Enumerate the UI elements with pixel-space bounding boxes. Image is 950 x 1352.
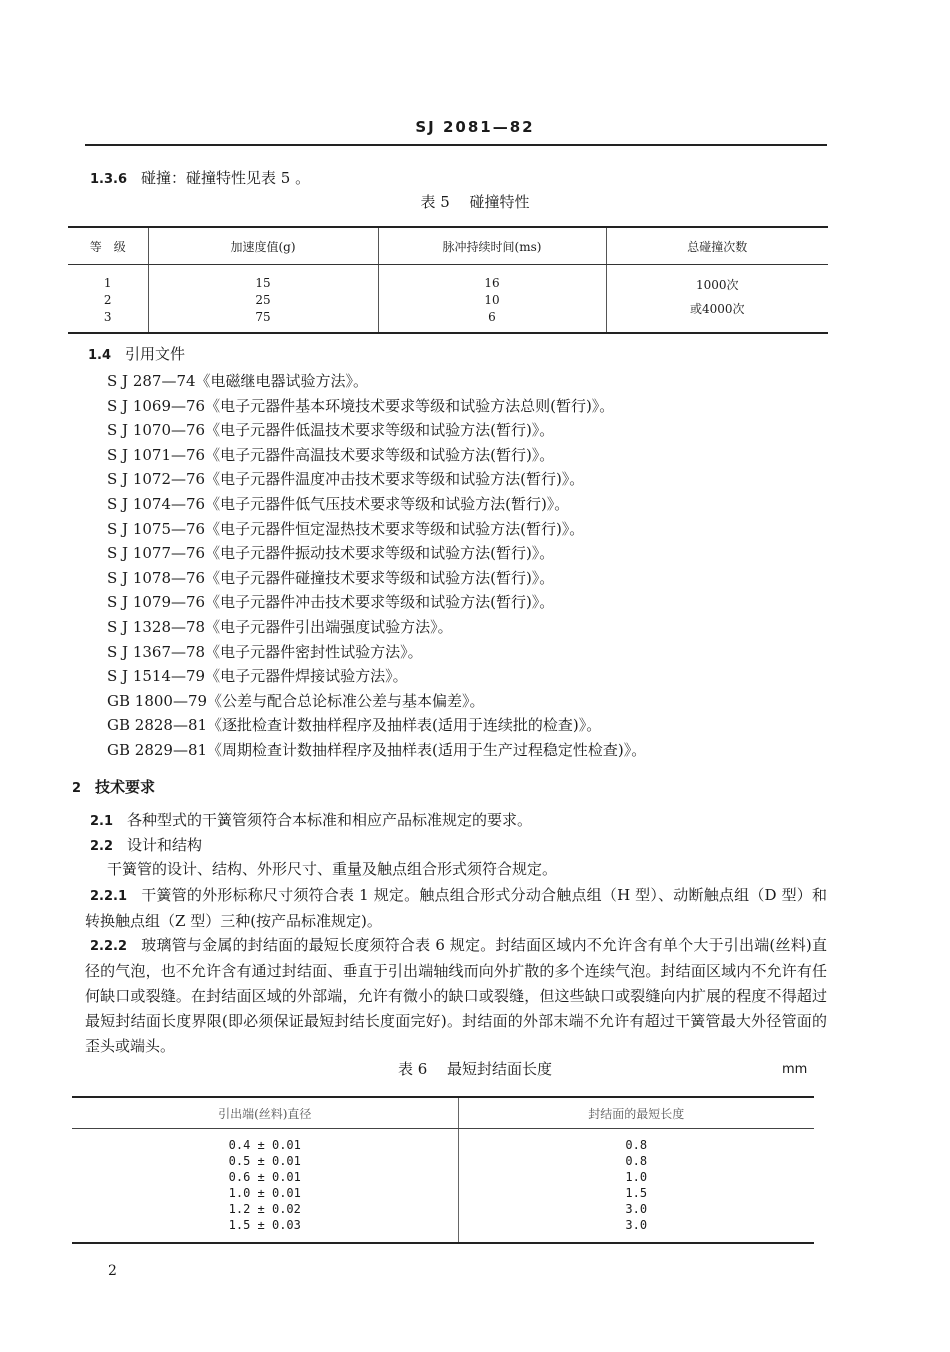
table-cell-levels: 1 2 3 <box>68 265 148 333</box>
table-header-row <box>72 1097 814 1129</box>
reference-list <box>107 369 646 763</box>
header-rule <box>85 144 827 146</box>
section-text: 各种型式的干簧管须符合本标准和相应产品标准规定的要求。 <box>127 811 533 829</box>
column-header: 脉冲持续时间(ms) <box>378 227 606 265</box>
list-item: S J 1328—78《电子元器件引出端强度试验方法》。 <box>107 617 453 636</box>
list-item: GB 1800—79《公差与配合总论标准公差与基本偏差》。 <box>107 691 485 710</box>
column-header: 封结面的最短长度 <box>458 1097 814 1129</box>
section-title: 引用文件 <box>125 345 186 363</box>
list-item: S J 1077—76《电子元器件振动技术要求等级和试验方法(暂行)》。 <box>107 544 555 563</box>
section-title: 技术要求 <box>95 778 156 796</box>
section-text: 玻璃管与金属的封结面的最短长度须符合表 6 规定。封结面区域内不允许含有单个大于引出端(丝料)直径的气泡，也不允许含有通过封结面、垂直于引出端轴线而向外扩散的多个连续气泡。封结面区域内不允许有任何缺口或裂缝。在封结面区域的外部端，允许有微小的缺口或裂缝，但这些缺口或裂缝向内扩展的程度不得超过最短封结面长度界限(即必须保证最短封结长度面完好)。封结面的外部末端不允许有超过干簧管最大外径管面的歪头或端头。 <box>85 936 827 1055</box>
list-item: S J 1514—79《电子元器件焊接试验方法》。 <box>107 667 408 686</box>
section-2-2-1 <box>85 883 827 934</box>
section-2-2-text: 干簧管的设计、结构、外形尺寸、重量及触点组合形式须符合规定。 <box>107 860 558 878</box>
section-text: 干簧管的外形标称尺寸须符合表 1 规定。触点组合形式分动合触点组（H 型）、动断触点组（D 型）和转换触点组（Z 型）三种(按产品标准规定)。 <box>85 886 827 930</box>
section-number: 2 <box>72 781 82 796</box>
section-number: 2.2.1 <box>90 889 128 904</box>
table-cell-total: 1000次 或4000次 <box>606 265 828 333</box>
column-header: 总碰撞次数 <box>606 227 828 265</box>
section-number: 1.3.6 <box>90 172 128 187</box>
section-title: 设计和结构 <box>127 836 203 854</box>
table6-caption: 表 6 最短封结面长度 <box>397 1060 553 1078</box>
table-cell-duration: 16 10 6 <box>378 265 606 333</box>
section-number: 2.1 <box>90 814 114 829</box>
table5-caption: 表 5 碰撞特性 <box>420 193 530 211</box>
table-cell-length: 0.8 0.8 1.0 1.5 3.0 3.0 <box>458 1129 814 1243</box>
list-item: S J 1074—76《电子元器件低气压技术要求等级和试验方法(暂行)》。 <box>107 494 570 513</box>
column-header: 引出端(丝料)直径 <box>72 1097 458 1129</box>
section-number: 1.4 <box>88 348 112 363</box>
table-row <box>72 1129 814 1243</box>
section-text: 碰撞：碰撞特性见表 5 。 <box>141 169 311 187</box>
section-1-4 <box>88 344 185 366</box>
section-2 <box>72 777 155 799</box>
section-number: 2.2 <box>90 839 114 854</box>
table6 <box>72 1096 814 1244</box>
column-header: 等 级 <box>68 227 148 265</box>
section-1-3-6 <box>90 168 310 190</box>
table-row <box>68 265 828 333</box>
list-item: GB 2829—81《周期检查计数抽样程序及抽样表(适用于生产过程稳定性检查)》。 <box>107 740 647 759</box>
list-item: GB 2828—81《逐批检查计数抽样程序及抽样表(适用于连续批的检查)》。 <box>107 716 602 735</box>
list-item: S J 1070—76《电子元器件低温技术要求等级和试验方法(暂行)》。 <box>107 421 555 440</box>
list-item: S J 1072—76《电子元器件温度冲击技术要求等级和试验方法(暂行)》。 <box>107 470 585 489</box>
list-item: S J 1367—78《电子元器件密封性试验方法》。 <box>107 642 423 661</box>
list-item: S J 1071—76《电子元器件高温技术要求等级和试验方法(暂行)》。 <box>107 445 555 464</box>
list-item: S J 1078—76《电子元器件碰撞技术要求等级和试验方法(暂行)》。 <box>107 568 555 587</box>
page-header: SJ 2081—82 <box>415 118 535 136</box>
section-2-2 <box>90 835 202 857</box>
page-number: 2 <box>108 1263 117 1279</box>
list-item: S J 287—74《电磁继电器试验方法》。 <box>107 372 369 390</box>
section-2-2-2 <box>85 933 827 1059</box>
section-number: 2.2.2 <box>90 939 128 954</box>
table-cell-diameter: 0.4 ± 0.01 0.5 ± 0.01 0.6 ± 0.01 1.0 ± 0.01 1.2 ± 0.02 1.5 ± 0.03 <box>72 1129 458 1243</box>
table-cell-accel: 15 25 75 <box>148 265 378 333</box>
list-item: S J 1079—76《电子元器件冲击技术要求等级和试验方法(暂行)》。 <box>107 593 555 612</box>
list-item: S J 1075—76《电子元器件恒定湿热技术要求等级和试验方法(暂行)》。 <box>107 519 585 538</box>
column-header: 加速度值(g) <box>148 227 378 265</box>
list-item: S J 1069—76《电子元器件基本环境技术要求等级和试验方法总则(暂行)》。 <box>107 396 615 415</box>
table-header-row <box>68 227 828 265</box>
table5 <box>68 226 828 334</box>
table6-unit: mm <box>782 1062 808 1077</box>
section-2-1 <box>90 810 532 832</box>
